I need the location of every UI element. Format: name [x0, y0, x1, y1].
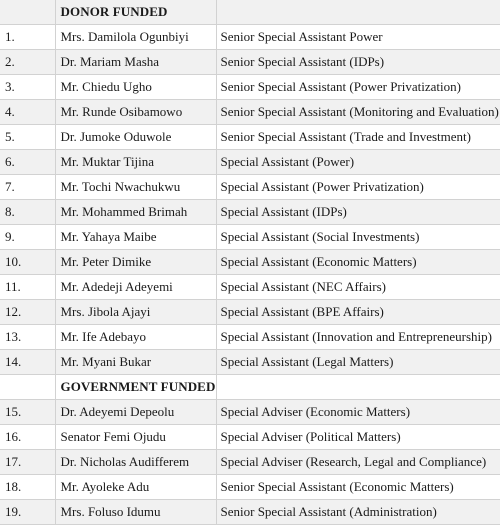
section-title: GOVERNMENT FUNDED: [55, 375, 216, 400]
row-number-cell: 2.: [0, 50, 55, 75]
table-row: [0, 500, 500, 525]
section-header-row: [0, 0, 500, 25]
row-number-cell: 13.: [0, 325, 55, 350]
row-number-cell: 14.: [0, 350, 55, 375]
row-number-cell: 11.: [0, 275, 55, 300]
name-cell: Mr. Ife Adebayo: [55, 325, 216, 350]
position-cell: Special Adviser (Political Matters): [216, 425, 500, 450]
section-header-spacer: [0, 375, 55, 400]
row-number-cell: 9.: [0, 225, 55, 250]
name-cell: Mr. Chiedu Ugho: [55, 75, 216, 100]
section-header-spacer: [216, 0, 500, 25]
name-cell: Mr. Muktar Tijina: [55, 150, 216, 175]
table-row: [0, 150, 500, 175]
table-row: [0, 325, 500, 350]
position-cell: Special Assistant (Legal Matters): [216, 350, 500, 375]
row-number-cell: 3.: [0, 75, 55, 100]
position-cell: Senior Special Assistant (Monitoring and Evaluation): [216, 100, 500, 125]
table-row: [0, 400, 500, 425]
table-row: [0, 275, 500, 300]
name-cell: Mr. Tochi Nwachukwu: [55, 175, 216, 200]
name-cell: Mr. Mohammed Brimah: [55, 200, 216, 225]
row-number-cell: 6.: [0, 150, 55, 175]
row-number-cell: 7.: [0, 175, 55, 200]
table-row: [0, 350, 500, 375]
name-cell: Mr. Yahaya Maibe: [55, 225, 216, 250]
row-number-cell: 16.: [0, 425, 55, 450]
name-cell: Mr. Peter Dimike: [55, 250, 216, 275]
position-cell: Special Assistant (Innovation and Entrepreneurship): [216, 325, 500, 350]
name-cell: Mrs. Jibola Ajayi: [55, 300, 216, 325]
row-number-cell: 15.: [0, 400, 55, 425]
position-cell: Special Assistant (Social Investments): [216, 225, 500, 250]
name-cell: Mr. Ayoleke Adu: [55, 475, 216, 500]
table-row: [0, 425, 500, 450]
table-row: [0, 175, 500, 200]
name-cell: Mr. Adedeji Adeyemi: [55, 275, 216, 300]
table-row: [0, 50, 500, 75]
position-cell: Special Adviser (Research, Legal and Compliance): [216, 450, 500, 475]
section-header-spacer: [216, 375, 500, 400]
name-cell: Dr. Nicholas Audifferem: [55, 450, 216, 475]
section-header-row: [0, 375, 500, 400]
position-cell: Special Assistant (Power Privatization): [216, 175, 500, 200]
name-cell: Dr. Mariam Masha: [55, 50, 216, 75]
row-number-cell: 4.: [0, 100, 55, 125]
position-cell: Special Assistant (Economic Matters): [216, 250, 500, 275]
table-row: [0, 225, 500, 250]
table-row: [0, 475, 500, 500]
row-number-cell: 8.: [0, 200, 55, 225]
name-cell: Mrs. Damilola Ogunbiyi: [55, 25, 216, 50]
row-number-cell: 19.: [0, 500, 55, 525]
table-row: [0, 300, 500, 325]
position-cell: Senior Special Assistant (Administration): [216, 500, 500, 525]
name-cell: Senator Femi Ojudu: [55, 425, 216, 450]
position-cell: Special Assistant (NEC Affairs): [216, 275, 500, 300]
table-row: [0, 200, 500, 225]
name-cell: Dr. Adeyemi Depeolu: [55, 400, 216, 425]
name-cell: Mr. Myani Bukar: [55, 350, 216, 375]
position-cell: Senior Special Assistant (IDPs): [216, 50, 500, 75]
name-cell: Dr. Jumoke Oduwole: [55, 125, 216, 150]
position-cell: Special Assistant (IDPs): [216, 200, 500, 225]
row-number-cell: 17.: [0, 450, 55, 475]
row-number-cell: 1.: [0, 25, 55, 50]
position-cell: Special Adviser (Economic Matters): [216, 400, 500, 425]
position-cell: Special Assistant (BPE Affairs): [216, 300, 500, 325]
row-number-cell: 10.: [0, 250, 55, 275]
table-row: [0, 25, 500, 50]
table-row: [0, 75, 500, 100]
section-header-spacer: [0, 0, 55, 25]
position-cell: Senior Special Assistant (Power Privatization): [216, 75, 500, 100]
position-cell: Senior Special Assistant (Trade and Investment): [216, 125, 500, 150]
name-cell: Mrs. Foluso Idumu: [55, 500, 216, 525]
position-cell: Senior Special Assistant (Economic Matters): [216, 475, 500, 500]
row-number-cell: 18.: [0, 475, 55, 500]
table-row: [0, 125, 500, 150]
section-title: DONOR FUNDED: [55, 0, 216, 25]
table-row: [0, 450, 500, 475]
table-row: [0, 250, 500, 275]
name-cell: Mr. Runde Osibamowo: [55, 100, 216, 125]
table-row: [0, 100, 500, 125]
position-cell: Special Assistant (Power): [216, 150, 500, 175]
row-number-cell: 12.: [0, 300, 55, 325]
position-cell: Senior Special Assistant Power: [216, 25, 500, 50]
row-number-cell: 5.: [0, 125, 55, 150]
